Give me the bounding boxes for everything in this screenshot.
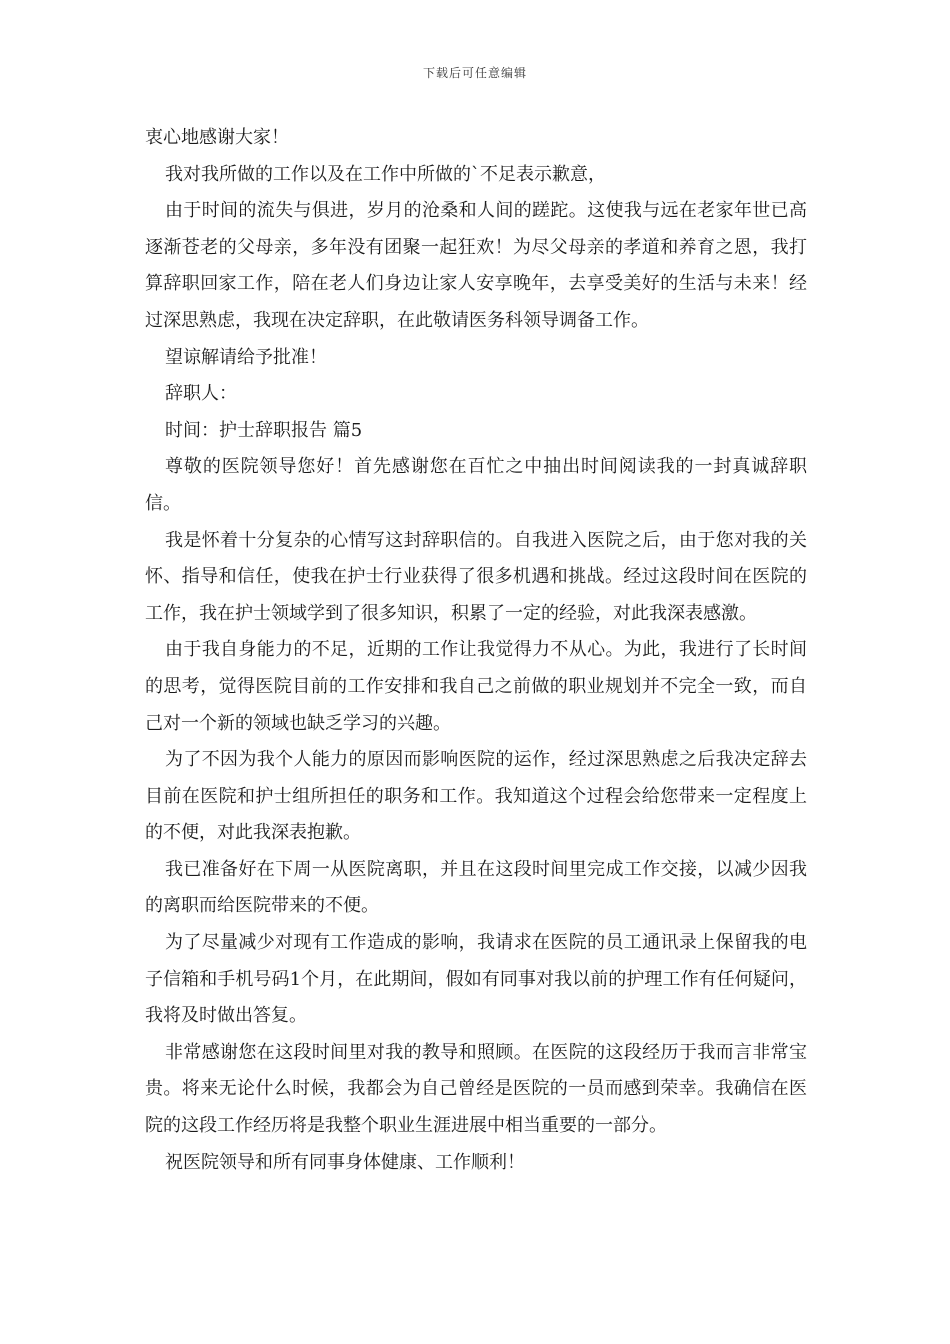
paragraph-reason-ability: 由于我自身能力的不足，近期的工作让我觉得力不从心。为此，我进行了长时间的思考，觉得医院目前的工作安排和我自己之前做的职业规划并不完全一致，而自己对一个新的领域也缺乏学习的兴趣。: [145, 639, 807, 734]
paragraph-greeting: 尊敬的医院领导您好！首先感谢您在百忙之中抽出时间阅读我的一封真诚辞职信。: [145, 456, 807, 514]
page-header: 下载后可任意编辑: [422, 66, 527, 80]
paragraph-contact: 为了尽量减少对现有工作造成的影响，我请求在医院的员工通讯录上保留我的电子信箱和手机号码1个月，在此期间，假如有同事对我以前的护理工作有任何疑问，我将及时做出答复。: [145, 932, 807, 1027]
paragraph-date-section-title: 时间：护士辞职报告 篇5: [165, 419, 363, 441]
paragraph-signature: 辞职人：: [165, 383, 237, 405]
paragraph-closing-thanks: 衷心地感谢大家！: [145, 127, 289, 148]
paragraph-wishes: 祝医院领导和所有同事身体健康、工作顺利！: [165, 1151, 525, 1173]
paragraph-decision: 为了不因为我个人能力的原因而影响医院的运作，经过深思熟虑之后我决定辞去目前在医院和护士组所担任的职务和工作。我知道这个过程会给您带来一定程度上的不便，对此我深表抱歉。: [145, 749, 807, 844]
paragraph-apology: 我对我所做的工作以及在工作中所做的`不足表示歉意，: [165, 163, 606, 185]
paragraph-gratitude: 我是怀着十分复杂的心情写这封辞职信的。自我进入医院之后，由于您对我的关怀、指导和信任，使我在护士行业获得了很多机遇和挑战。经过这段时间在医院的工作，我在护士领域学到了很多知识，积累了一定的经验，对此我深表感激。: [145, 529, 807, 624]
paragraph-handover: 我已准备好在下周一从医院离职，并且在这段时间里完成工作交接，以减少因我的离职而给医院带来的不便。: [145, 858, 807, 917]
paragraph-request-approval: 望谅解请给予批准！: [165, 346, 327, 368]
document-body: [145, 120, 807, 1181]
paragraph-appreciation: 非常感谢您在这段时间里对我的教导和照顾。在医院的这段经历于我而言非常宝贵。将来无论什么时候，我都会为自己曾经是医院的一员而感到荣幸。我确信在医院的这段工作经历将是我整个职业生涯进展中相当重要的一部分。: [145, 1041, 807, 1137]
paragraph-reason-family: 由于时间的流失与俱进，岁月的沧桑和人间的蹉跎。这使我与远在老家年世已高逐渐苍老的父母亲，多年没有团聚一起狂欢！为尽父母亲的孝道和养育之恩，我打算辞职回家工作，陪在老人们身边让家人安享晚年，去享受美好的生活与未来！经过深思熟虑，我现在决定辞职，在此敬请医务科领导调备工作。: [145, 200, 807, 331]
